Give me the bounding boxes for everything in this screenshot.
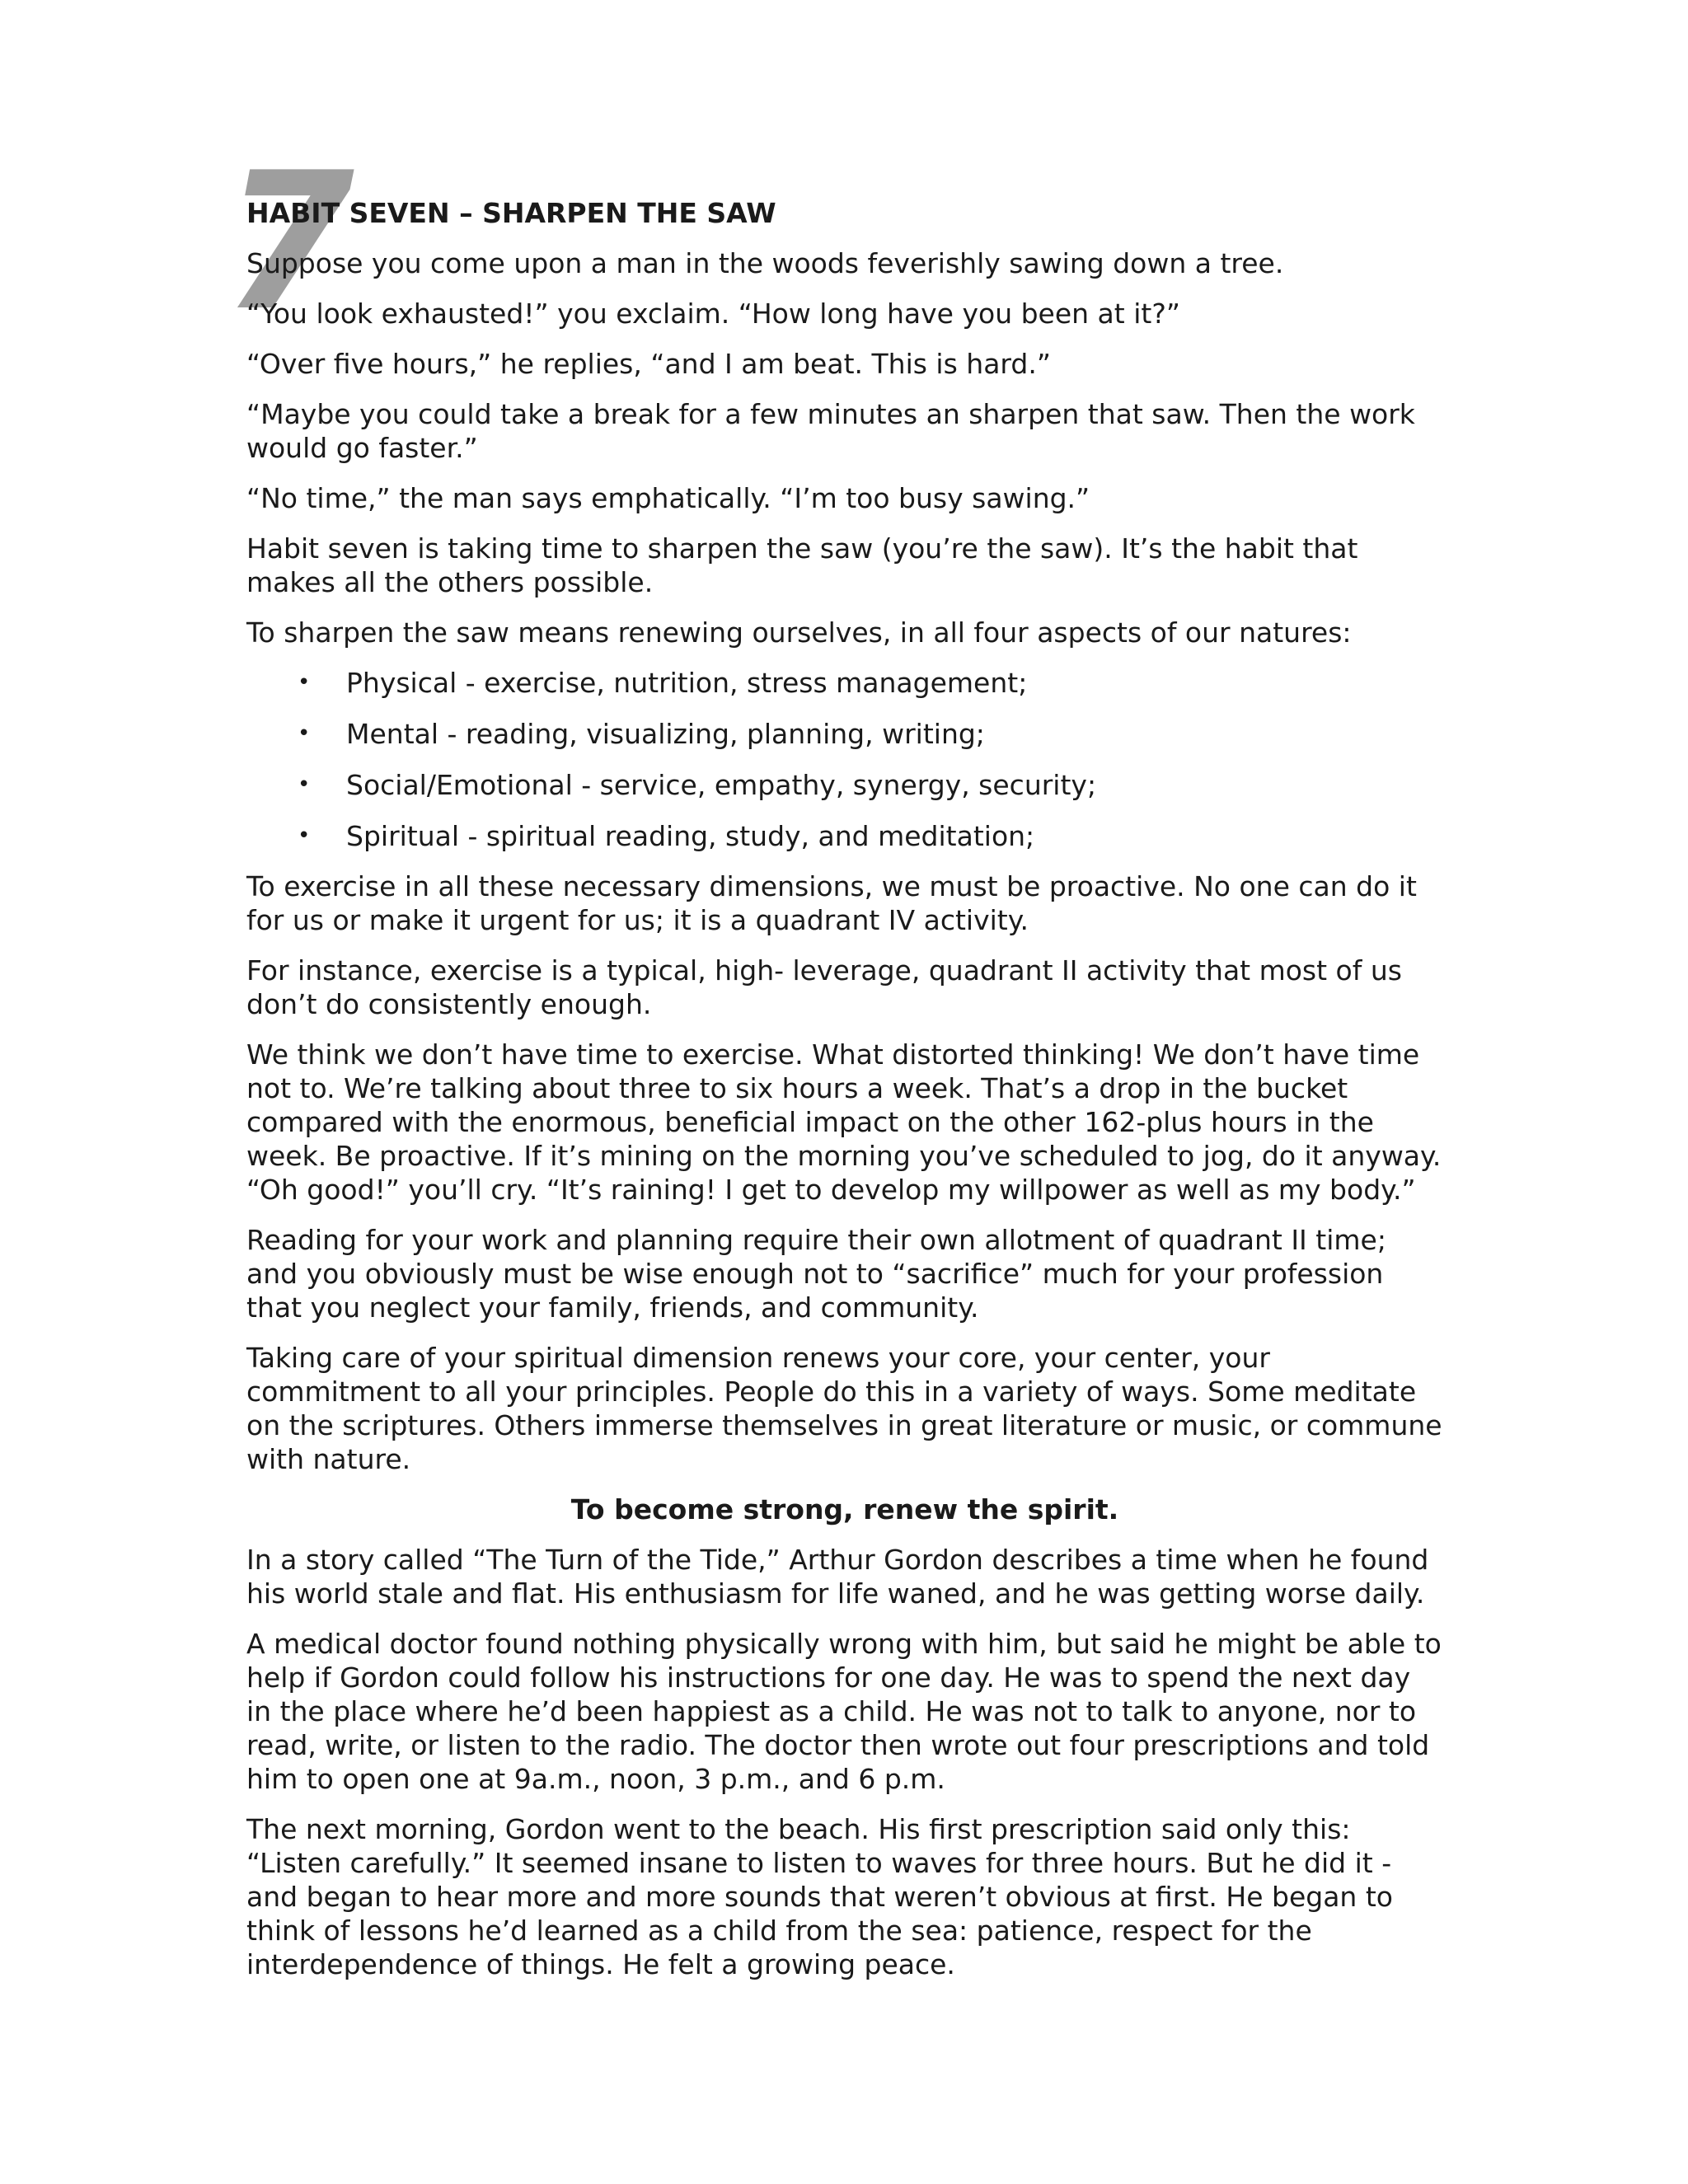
bullet-icon: • (298, 823, 311, 848)
paragraph: In a story called “The Turn of the Tide,” Arthur Gordon describes a time when he found his world stale and flat. His enthusiasm for life waned, and he was getting worse daily. (246, 1544, 1429, 1610)
list-item-text: Social/Emotional - service, empathy, synergy, security; (346, 769, 1097, 801)
aspects-list (246, 666, 1443, 853)
section-heading: HABIT SEVEN – SHARPEN THE SAW (246, 197, 776, 229)
list-item-text: Mental - reading, visualizing, planning, writing; (346, 718, 985, 750)
paragraph: The next morning, Gordon went to the beach. His first prescription said only this: “Listen carefully.” It seemed insane to listen to waves for three hours. But he did it - and began to hear more and more sounds that weren’t obvious at first. He began to think of lessons he’d learned as a child from the sea: patience, respect for the interdependence of things. He felt a growing peace. (246, 1813, 1393, 1980)
bullet-icon: • (298, 670, 311, 695)
paragraph: “Maybe you could take a break for a few minutes an sharpen that saw. Then the work would go faster.” (246, 398, 1415, 464)
bullet-icon: • (298, 721, 311, 746)
callout-quote: To become strong, renew the spirit. (570, 1493, 1119, 1526)
paragraph: “Over five hours,” he replies, “and I am beat. This is hard.” (246, 348, 1051, 380)
list-item (246, 768, 1443, 802)
paragraph: Taking care of your spiritual dimension renews your core, your center, your commitment to all your principles. People do this in a variety of ways. Some meditate on the scriptures. Others immerse themselves in great literature or music, or commune with nature. (246, 1342, 1442, 1475)
bullet-icon: • (298, 772, 311, 797)
list-item (246, 666, 1443, 700)
document-body (246, 196, 1443, 1998)
paragraph: Suppose you come upon a man in the woods feverishly sawing down a tree. (246, 247, 1284, 279)
paragraph: We think we don’t have time to exercise. What distorted thinking! We don’t have time not to. We’re talking about three to six hours a week. That’s a drop in the bucket compared with the enormous, beneficial impact on the other 162-plus hours in the week. Be proactive. If it’s mining on the morning you’ve scheduled to jog, do it anyway. “Oh good!” you’ll cry. “It’s raining! I get to develop my willpower as well as my body.” (246, 1038, 1442, 1206)
list-item (246, 819, 1443, 853)
paragraph: Habit seven is taking time to sharpen the saw (you’re the saw). It’s the habit that makes all the others possible. (246, 532, 1358, 598)
paragraph: “No time,” the man says emphatically. “I’m too busy sawing.” (246, 482, 1090, 514)
paragraph: “You look exhausted!” you exclaim. “How long have you been at it?” (246, 298, 1180, 330)
paragraph: To exercise in all these necessary dimensions, we must be proactive. No one can do it for us or make it urgent for us; it is a quadrant IV activity. (246, 870, 1417, 936)
paragraph: To sharpen the saw means renewing ourselves, in all four aspects of our natures: (246, 616, 1352, 649)
paragraph: For instance, exercise is a typical, high- leverage, quadrant II activity that most of us don’t do consistently enough. (246, 954, 1402, 1020)
list-item-text: Physical - exercise, nutrition, stress management; (346, 667, 1028, 699)
paragraph: A medical doctor found nothing physically wrong with him, but said he might be able to help if Gordon could follow his instructions for one day. He was to spend the next day in the place where he’d been happiest as a child. He was not to talk to anyone, nor to read, write, or listen to the radio. The doctor then wrote out four prescriptions and told him to open one at 9a.m., noon, 3 p.m., and 6 p.m. (246, 1628, 1442, 1795)
paragraph: Reading for your work and planning require their own allotment of quadrant II time; and you obviously must be wise enough not to “sacrifice” much for your profession that you neglect your family, friends, and community. (246, 1224, 1386, 1324)
list-item-text: Spiritual - spiritual reading, study, and meditation; (346, 820, 1035, 852)
list-item (246, 717, 1443, 751)
chapter-number-graphic: 7 (223, 133, 352, 353)
